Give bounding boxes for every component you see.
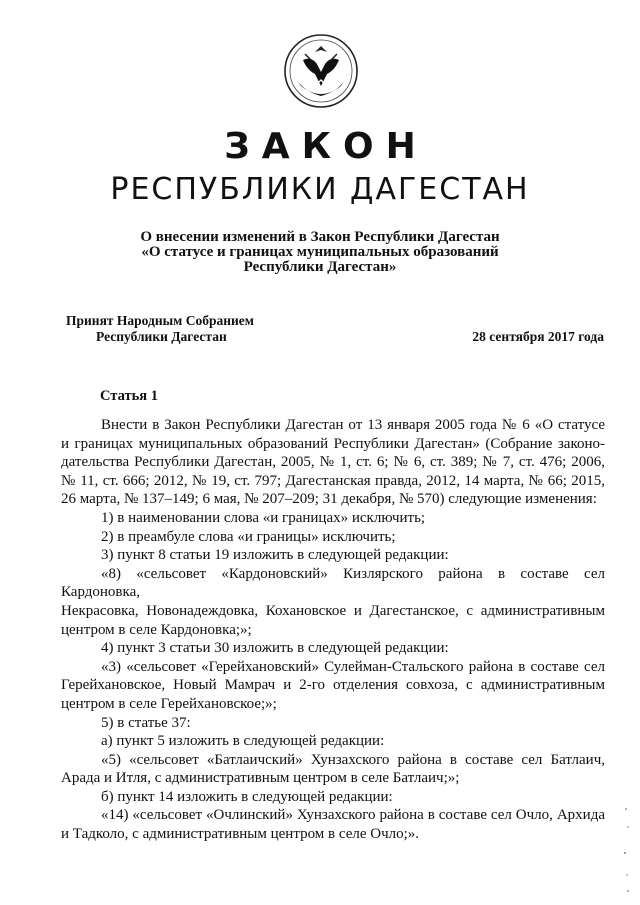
- body-line: 3) пункт 8 статьи 19 изложить в следующей редакции:: [101, 547, 449, 564]
- body-line: 5) в статье 37:: [101, 714, 191, 731]
- document-subtitle: РЕСПУБЛИКИ ДАГЕСТАН: [110, 172, 530, 207]
- body-line: 2) в преамбуле слова «и границы» исключить;: [101, 528, 396, 545]
- body-line: Герейхановское, Новый Мамрач и 2-го отделения совхоза, с административным: [61, 677, 605, 694]
- body-line: «5) «сельсовет «Батлаичский» Хунзахского района в составе сел Батлаич,: [101, 751, 605, 768]
- body-line: дательства Республики Дагестан, 2005, № 1, ст. 6; № 6, ст. 389; № 7, ст. 476; 2006,: [61, 454, 605, 471]
- adoption-note: [66, 313, 254, 345]
- body-line: а) пункт 5 изложить в следующей редакции:: [101, 733, 385, 750]
- subject-line: Республики Дагестан»: [243, 259, 397, 275]
- body-line: «14) «сельсовет «Очлинский» Хунзахского района в составе сел Очло, Архида: [101, 807, 605, 824]
- body-line: 26 марта, № 137–149; 6 мая, № 207–209; 31 декабря, № 570) следующие изменения:: [61, 491, 597, 508]
- scan-specks: [622, 805, 632, 895]
- body-line: 4) пункт 3 статьи 30 изложить в следующей редакции:: [101, 640, 449, 657]
- body-line: центром в селе Кардоновка;»;: [61, 621, 252, 638]
- body-line: «3) «сельсовет «Герейхановский» Сулейман-Стальского района в составе сел: [101, 658, 605, 675]
- body-line: и Тадколо, с административным центром в селе Очло;».: [61, 826, 420, 843]
- body-line: 1) в наименовании слова «и границах» исключить;: [101, 509, 426, 526]
- body-line: Арада и Итля, с административным центром в селе Батлаич;»;: [61, 770, 460, 787]
- subject-line: О внесении изменений в Закон Республики Дагестан: [140, 229, 500, 245]
- body-line: центром в селе Герейхановское;»;: [61, 695, 277, 712]
- body-line: «8) «сельсовет «Кардоновский» Кизлярского района в составе сел Кардоновка,: [61, 565, 605, 601]
- body-line: б) пункт 14 изложить в следующей редакции:: [101, 788, 393, 805]
- adoption-date: 28 сентября 2017 года: [472, 329, 604, 344]
- document-title: ЗАКОН: [224, 126, 428, 167]
- body-line: Некрасовка, Новонадеждовка, Кохановское и Дагестанское, с административным: [61, 602, 605, 619]
- body-line: и границах муниципальных образований Республики Дагестан» (Собрание законо-: [61, 435, 605, 452]
- law-subject: [100, 230, 540, 275]
- body-line: № 11, ст. 666; 2012, № 19, ст. 797; Дагестанская правда, 2012, 14 марта, № 66; 2015,: [61, 472, 605, 489]
- article-body: [61, 416, 605, 844]
- adoption-line: Принят Народным Собранием: [66, 313, 254, 328]
- subject-line: «О статусе и границах муниципальных образований: [141, 244, 499, 260]
- dagestan-coat-of-arms-icon: [283, 30, 359, 112]
- article-heading: Статья 1: [100, 388, 158, 404]
- body-line: Внести в Закон Республики Дагестан от 13 января 2005 года № 6 «О статусе: [101, 417, 605, 433]
- adoption-line: Республики Дагестан: [96, 329, 227, 344]
